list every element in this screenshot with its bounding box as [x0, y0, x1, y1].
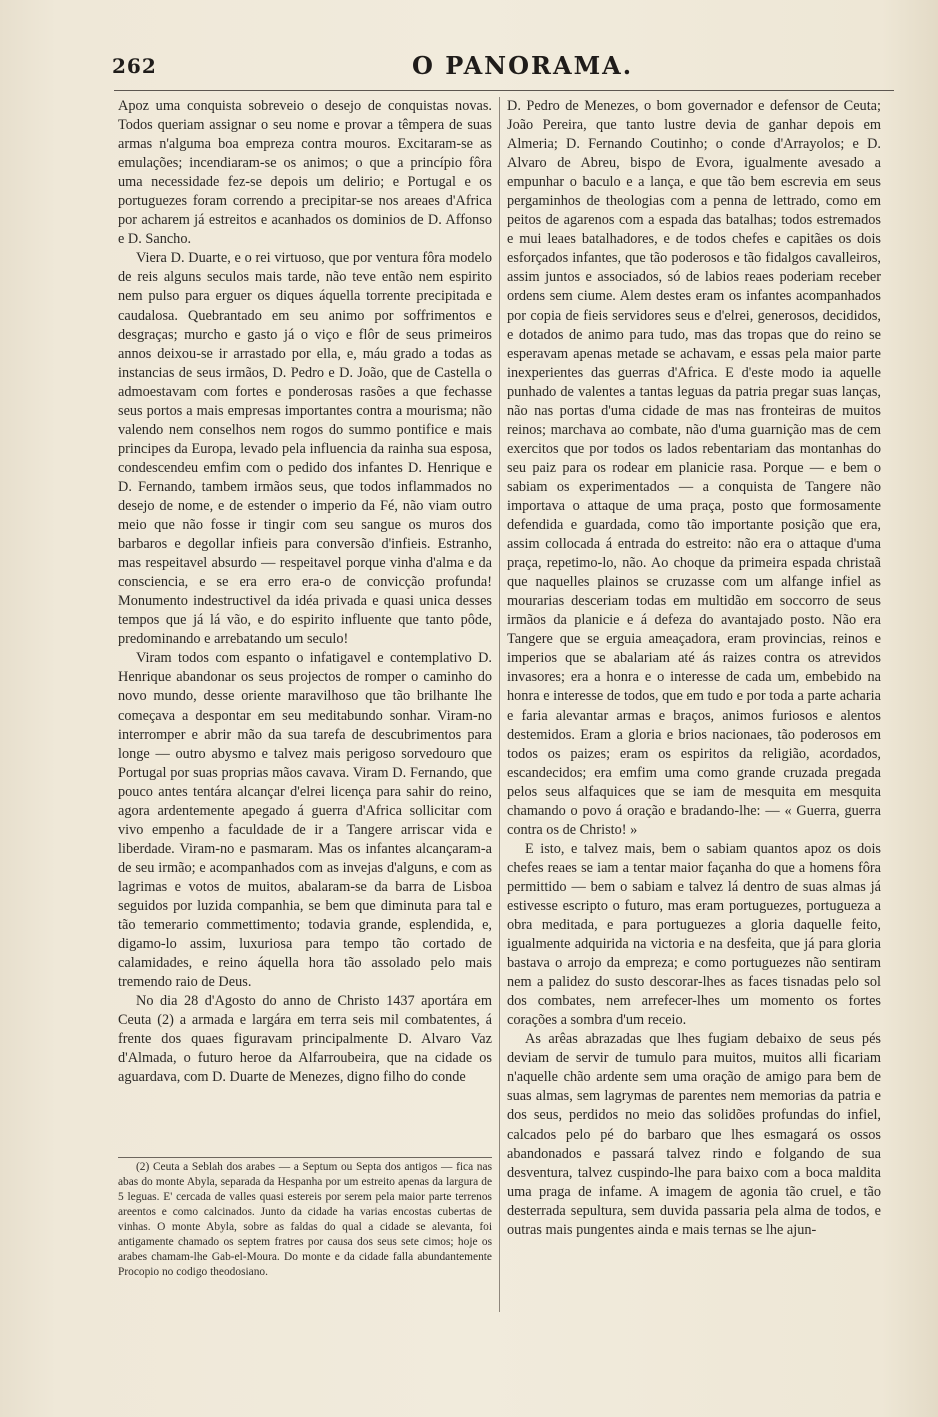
paragraph: Viera D. Duarte, e o rei virtuoso, que por ventura fôra modelo de reis alguns seculos mais tarde, não teve então nem espirito nem pulso para erguer os diques áquella torrente precipitada e caudalosa. Quebrantado em seu animo por soffrimentos e desgraças; murcho e gasto já o viço e flôr de seus primeiros annos deixou-se ir arrastado por ella, e, máu grado a todas as instancias de seus irmãos, D. Pedro e D. João, que de Castella o admoestavam com fortes e ponderosas rasões a que fechasse seus portos a mais empresas importantes contra a mourisma; não valendo nem conselhos nem rogos do summo pontifice e mais principes da Europa, levado pela influencia da rainha sua esposa, condescendeu emfim com o pedido dos infantes D. Henrique e D. Fernando, tambem irmãos seus, que todos inflammados no desejo de nome, e de estender o imperio da Fé, não viam outro meio que não fosse ir tingir com seu sangue os muros dos barbaros e degollar infieis para conversão d'infieis. Estranho, mas respeitavel absurdo — respeitavel porque vinha d'alma e da consciencia, e se era erro era-o de convicção profunda! Monumento indestructivel da idéa privada e quasi unica desses tempos que já lá vão, e do espirito influente que tanto pôde, predominando e arrebatando um seculo! [118, 250, 492, 648]
paragraph: D. Pedro de Menezes, o bom governador e defensor de Ceuta; João Pereira, que tanto lustre devia de ganhar depois em Almeria; D. Fernando Coutinho; o conde d'Arrayolos; e D. Alvaro de Abreu, bispo de Evora, igualmente avesado a empunhar o baculo e a lança, e que tão bem escrevia em seus pergaminhos de theologias com a penna de lettrado, como em peitos de agarenos com a espada das batalhas; todos estremados e mui leaes batalhadores, e de todos chefes e capitães os dois esforçados infantes, que tão poderosos e tão fidalgos cavalleiros, assim juntos e associados, só de labios reaes poderiam receber ordens sem ciume. Alem destes eram os infantes acompanhados por copia de fieis servidores seus e d'elrei, generosos, decididos, e dotados de animo para tudo, mas das tropas que do reino se esperavam apenas metade se achavam, e essas pela maior parte inexperientes das guerras d'Africa. E d'este modo ia aquelle punhado de valentes a tantas leguas da patria pregar suas lanças, não nas portas d'uma cidade de mas nas fronteiras de muitos reinos; marchava ao combate, não d'uma guarnição mas de cem exercitos que por todos os lados rebentariam das montanhas do seu paiz para os rodear em planicie rasa. Porque — e bem o sabiam os experimentados — a conquista de Tangere não importava o attaque de uma praça, posto que formosamente defendida e guardada, como tão importante posição que era, assim collocada á entrada do estreito: não era o attaque d'uma praça, repetimo-lo, não. Ao choque da primeira espada christaã que naquelles plainos se cruzasse com um alfange infiel as mourarias desceriam todas em multidão em soccorro de seus irmãos da planicie e á defeza do avantajado posto. Não era Tangere que se erguia ameaçadora, eram provincias, reinos e imperios que se abalariam até ás raizes contra os atrevidos invasores; era a honra e o interesse de cada um, embebido na honra e interesse de todos, que em tudo e por toda a parte acharia e faria alevantar armas e braços, animos furiosos e alentos destemidos. Eram a gloria e brios nacionaes, tão poderosos em todos os paizes; eram os espiritos da religião, acordados, escandecidos; era emfim uma como grande cruzada pregada pelos seus alfaquices que se iam de mesquita em mesquita chamando o povo á oração e bradando-lhe: — « Guerra, guerra contra os de Christo! » [507, 98, 881, 838]
left-column [118, 97, 492, 1317]
page-number: 262 [112, 54, 157, 78]
paragraph: E isto, e talvez mais, bem o sabiam quantos apoz os dois chefes reaes se iam a tentar maior façanha do que a homens fôra permittido — bem o sabiam e talvez lá dentro de suas almas já estivesse escripto o futuro, mas eram portuguezes, portugueza a obra meditada, e para portuguezes a gloria daquelle feito, igualmente adquirida na victoria e na desfeita, que já para gloria bastava o arrojo da empreza; e como portuguezes não sentiram nem a palidez do susto descorar-lhes as faces tisnadas pelo sol dos combates, nem arrefecer-lhes um momento os fortes corações a sombra d'um receio. [507, 840, 881, 1029]
paragraph: Apoz uma conquista sobreveio o desejo de conquistas novas. Todos queriam assignar o seu nome e provar a têmpera de suas armas n'alguma boa empreza contra mouros. Excitaram-se as emulações; incendiaram-se os animos; o que a princípio fôra uma necessidade fez-se depois um delirio; e Portugal e os portuguezes foram correndo a precipitar-se nos areaes d'Africa por acharem já estreitos e acanhados os dominios de D. Affonso e D. Sancho. [118, 98, 492, 248]
page-header [112, 50, 892, 84]
footnote [118, 1160, 492, 1310]
footnote-rule [118, 1157, 492, 1158]
header-rule [114, 90, 894, 91]
paragraph: Viram todos com espanto o infatigavel e contemplativo D. Henrique abandonar os seus projectos de romper o caminho do novo mundo, desse oriente maravilhoso que tão brilhante lhe começava a despontar em seu meditabundo sonhar. Viram-no interromper e abrir mão da sua tarefa de descubrimentos para longe — outro abysmo e talvez mais perigoso sorvedouro que Portugal por suas proprias mãos cavava. Viram D. Fernando, que pouco antes tentára alcançar d'elrei licença para sahir do reino, agora ardentemente apegado á guerra d'Africa sollicitar com vivo empenho a faculdade de ir a Tangere arriscar vida e liberdade. Viram-no e pasmaram. Mas os infantes alcançaram-a de seu irmão; e acompanhados com as invejas d'alguns, e com as lagrimas e votos de muitos, abalaram-se da barra de Lisboa seguidos por luzida companhia, se bem que diminuta para tal e tão temerario commettimento; todavia grande, esplendida, e, digamo-lo assim, luxuriosa para tempo tão cortado de calamidades, e reino áquella hora tão assolado pelo mais tremendo raio de Deus. [118, 650, 492, 991]
footnote-text: (2) Ceuta a Seblah dos arabes — a Septum ou Septa dos antigos — fica nas abas do monte Abyla, separada da Hespanha por um estreito apenas da largura de 5 leguas. E' cercada de valles quasi estereis por serem pela maior parte terrenos areentos e como calcinados. Junto da cidade ha varias encostas cubertas de vinhas. O monte Abyla, sobre as faldas do qual a cidade se alevanta, foi antigamente chamado os septem fratres por causa dos seus sete cimos; hoje os arabes chamam-lhe Gab-el-Moura. Do monte e da cidade falla abundantemente Procopio no codigo theodosiano. [118, 1161, 492, 1278]
running-title: O PANORAMA. [412, 51, 634, 80]
paragraph: As arêas abrazadas que lhes fugiam debaixo de seus pés deviam de servir de tumulo para muitos, muitos alli ficariam n'aquelle chão ardente sem uma oração de amigo para bem de suas almas, sem lagrymas de parentes nem memorias da patria e dos seus, perdidos no meio das solidões profundas do infiel, calcados pelo pé do barbaro que lhes esmagará os ossos abandonados e passará talvez rindo e folgando de sua desventura, talvez cuspindo-lhe para baixo com a boca maldita uma praga de infame. A imagem de agonia tão cruel, e tão desterrada sepultura, sem duvida passaria pela alma de todos, e outras mais pungentes ainda e mais ternas se lhe ajun- [507, 1031, 881, 1238]
paragraph: No dia 28 d'Agosto do anno de Christo 1437 aportára em Ceuta (2) a armada e largára em terra seis mil combatentes, á frente dos quaes figuravam principalmente D. Alvaro Vaz d'Almada, o futuro heroe da Alfarroubeira, que na cidade os aguardava, com D. Duarte de Menezes, digno filho do conde [118, 993, 492, 1086]
right-column [507, 97, 881, 1312]
column-divider [499, 97, 500, 1312]
